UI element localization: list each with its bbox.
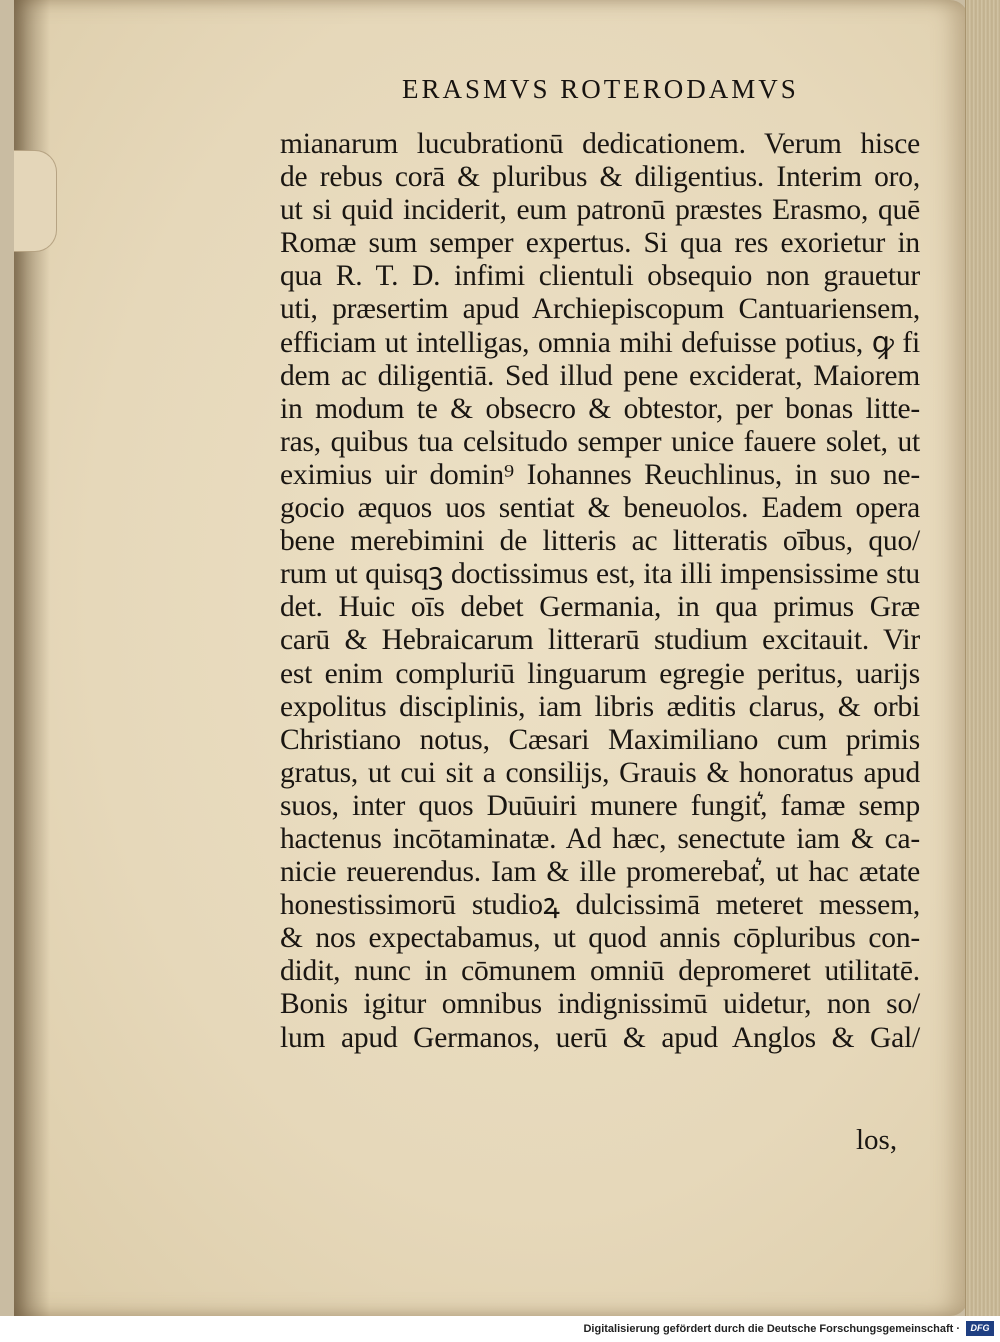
running-head: ERASMVS ROTERODAMVS bbox=[402, 74, 799, 104]
text-line: Christiano notus, Cæsari Maximiliano cum primis bbox=[280, 723, 920, 756]
book-page bbox=[14, 0, 968, 1316]
footer-bar bbox=[0, 1316, 1000, 1342]
text-line: rum ut quisqꝫ doctissimus est, ita illi impensissime stu bbox=[280, 558, 920, 591]
body-text bbox=[280, 128, 920, 1055]
text-line: didit, nunc in cōmunem omniū depromeret utilitatē. bbox=[280, 955, 920, 988]
text-line: gocio æquos uos sentiat & beneuolos. Eadem opera bbox=[280, 492, 920, 525]
text-line: expolitus disciplinis, iam libris æditis clarus, & orbi bbox=[280, 690, 920, 723]
text-line: det. Huic oīs debet Germania, in qua primus Græ bbox=[280, 591, 920, 624]
text-line: honestissimorū studioꝝ dulcissimā meteret messem, bbox=[280, 889, 920, 922]
text-line: efficiam ut intelligas, omnia mihi defuisse potius, ꝙ fi bbox=[280, 326, 920, 359]
text-line: ut si quid inciderit, eum patronū præstes Erasmo, quē bbox=[280, 194, 920, 227]
text-line: nicie reuerendus. Iam & ille promerebat͛, ut hac ætate bbox=[280, 856, 920, 889]
text-line: de rebus corā & pluribus & diligentius. Interim oro, bbox=[280, 161, 920, 194]
text-line: in modum te & obsecro & obtestor, per bonas litte- bbox=[280, 392, 920, 425]
dfg-logo: DFG bbox=[966, 1321, 994, 1336]
page-curl-edge bbox=[14, 150, 57, 252]
text-line: dem ac diligentiā. Sed illud pene exciderat, Maiorem bbox=[280, 359, 920, 392]
text-line: suos, inter quos Duūuiri munere fungit͛, famæ semp bbox=[280, 789, 920, 822]
catchword: los, bbox=[856, 1124, 898, 1156]
text-line: Romæ sum semper expertus. Si qua res exorietur in bbox=[280, 227, 920, 260]
funding-credit: Digitalisierung gefördert durch die Deutsche Forschungsgemeinschaft · bbox=[583, 1323, 960, 1335]
text-line: gratus, ut cui sit a consilijs, Grauis & honoratus apud bbox=[280, 756, 920, 789]
text-line: & nos expectabamus, ut quod annis cōpluribus con- bbox=[280, 922, 920, 955]
text-line: eximius uir domin⁹ Iohannes Reuchlinus, in suo ne- bbox=[280, 458, 920, 491]
text-line: ras, quibus tua celsitudo semper unice fauere solet, ut bbox=[280, 425, 920, 458]
text-line: mianarum lucubrationū dedicationem. Verum hisce bbox=[280, 128, 920, 160]
text-line: hactenus incōtaminatæ. Ad hæc, senectute iam & ca- bbox=[280, 822, 920, 855]
page-edges bbox=[965, 0, 1000, 1316]
text-line: qua R. T. D. infimi clientuli obsequio non grauetur bbox=[280, 260, 920, 293]
text-line: carū & Hebraicarum litterarū studium excitauit. Vir bbox=[280, 624, 920, 657]
text-line: uti, præsertim apud Archiepiscopum Cantuariensem, bbox=[280, 293, 920, 326]
text-line: bene merebimini de litteris ac litteratis oībus, quo/ bbox=[280, 525, 920, 558]
text-line: est enim compluriū linguarum egregie peritus, uarijs bbox=[280, 657, 920, 690]
text-line: lum apud Germanos, uerū & apud Anglos & Gal/ bbox=[280, 1021, 920, 1054]
text-line: Bonis igitur omnibus indignissimū uidetur, non so/ bbox=[280, 988, 920, 1021]
